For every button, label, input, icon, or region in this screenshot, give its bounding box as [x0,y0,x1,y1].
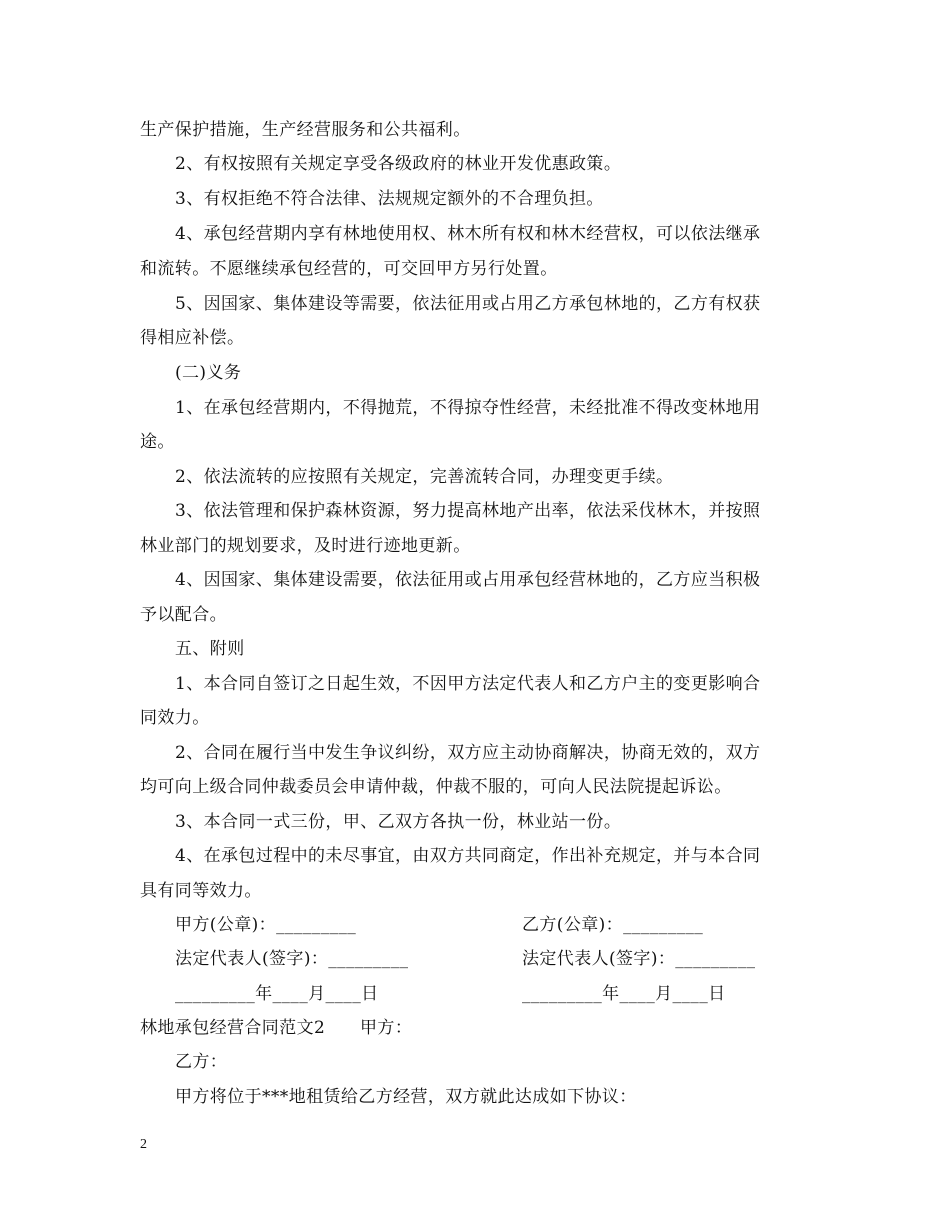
paragraph-line: 2、合同在履行当中发生争议纠纷，双方应主动协商解决，协商无效的，双方 [175,743,761,763]
paragraph-line: 得相应补偿。 [140,328,245,348]
paragraph-line: 2、依法流转的应按照有关规定，完善流转合同，办理变更手续。 [175,467,674,487]
next-contract-party-b: 乙方： [175,1052,228,1072]
paragraph-line: 3、有权拒绝不符合法律、法规规定额外的不合理负担。 [175,189,604,209]
paragraph-line: 3、依法管理和保护森林资源，努力提高林地产出率，依法采伐林木，并按照 [175,501,761,521]
paragraph-line: 途。 [140,432,175,452]
page-number: 2 [140,1137,147,1152]
paragraph-line: 4、承包经营期内享有林地使用权、林木所有权和林木经营权，可以依法继承 [175,224,761,244]
paragraph-line: 同效力。 [140,708,210,728]
paragraph-line: 予以配合。 [140,605,227,625]
paragraph-line: 和流转。不愿继续承包经营的，可交回甲方另行处置。 [140,259,558,279]
paragraph-line: 1、本合同自签订之日起生效，不因甲方法定代表人和乙方户主的变更影响合 [175,674,761,694]
paragraph-line: 5、因国家、集体建设等需要，依法征用或占用乙方承包林地的，乙方有权获 [175,294,761,314]
paragraph-line: 均可向上级合同仲裁委员会申请仲裁，仲裁不服的，可向人民法院提起诉讼。 [140,777,732,797]
party-a-date: _________年____月____日 [175,984,379,1004]
party-b-seal: 乙方(公章)：_________ [522,915,704,935]
paragraph-line: 生产保护措施，生产经营服务和公共福利。 [140,120,471,140]
paragraph-line: 3、本合同一式三份，甲、乙双方各执一份，林业站一份。 [175,812,622,832]
paragraph-line: 具有同等效力。 [140,881,262,901]
section-heading: (二)义务 [175,363,242,383]
party-a-representative: 法定代表人(签字)：_________ [175,949,409,969]
paragraph-line: 2、有权按照有关规定享受各级政府的林业开发优惠政策。 [175,154,622,174]
party-b-date: _________年____月____日 [522,984,726,1004]
paragraph-line: 1、在承包经营期内，不得抛荒，不得掠夺性经营，未经批准不得改变林地用 [175,398,761,418]
paragraph-line: 4、因国家、集体建设需要，依法征用或占用承包经营林地的，乙方应当积极 [175,570,761,590]
paragraph-line: 4、在承包过程中的未尽事宜，由双方共同商定，作出补充规定，并与本合同 [175,846,761,866]
next-contract-intro: 甲方将位于***地租赁给乙方经营，双方就此达成如下协议： [175,1087,637,1107]
party-a-seal: 甲方(公章)：_________ [175,915,357,935]
section-heading: 五、附则 [175,639,245,659]
next-contract-title: 林地承包经营合同范文2 甲方： [140,1018,413,1038]
party-b-representative: 法定代表人(签字)：_________ [522,949,756,969]
paragraph-line: 林业部门的规划要求，及时进行迹地更新。 [140,536,471,556]
